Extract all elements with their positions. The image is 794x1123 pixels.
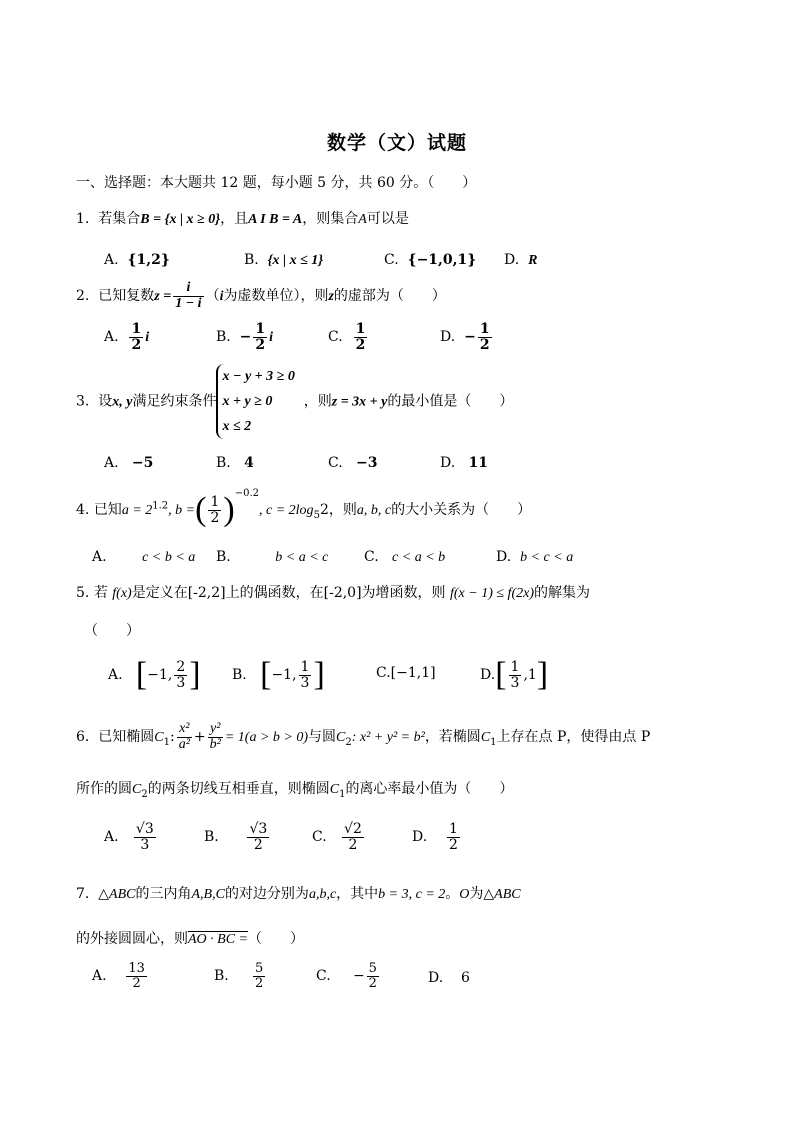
q5-interval: [-2,0]: [323, 585, 362, 601]
option-letter: C.: [328, 329, 343, 346]
q5-option-b[interactable]: [232, 656, 325, 694]
q7-option-b[interactable]: [214, 962, 267, 990]
q5-answer-paren: （ ）: [84, 623, 140, 639]
q7-sides: a,b,c: [308, 887, 337, 902]
q3-text: ，则: [303, 393, 332, 410]
q4-option-c[interactable]: [364, 549, 445, 566]
q6-text: 的离心率最小值为（ ）: [345, 781, 514, 797]
q5-text: 上的偶函数，在: [225, 585, 324, 601]
option-letter: B.: [216, 455, 231, 471]
option-letter: C.: [376, 665, 391, 681]
fraction-numerator: 1: [479, 321, 490, 337]
q3-option-a[interactable]: [104, 455, 153, 471]
fraction-denominator: 1 − i: [175, 295, 202, 311]
q7-option-c[interactable]: [316, 962, 381, 990]
fraction-denominator: 2: [253, 836, 263, 853]
fraction-denominator: 3: [140, 836, 150, 853]
q7-text: ，其中: [336, 886, 379, 902]
fraction-denominator: 2: [132, 975, 141, 991]
option-letter: D.: [428, 970, 444, 986]
fraction-denominator: 2: [255, 336, 266, 353]
option-fraction: [447, 822, 460, 852]
q7-text: 的外接圆圆心，则: [76, 931, 188, 947]
right-bracket: ]: [313, 656, 325, 693]
q4-log-base: 5: [313, 509, 320, 521]
q6-text: 上存在点 P，使得由点 P: [496, 729, 651, 746]
q6-c2: C: [132, 782, 142, 797]
option-fraction: [367, 962, 379, 990]
fraction-denominator: 2: [131, 336, 142, 353]
q4-b: , b =: [168, 503, 196, 518]
option-fraction: [509, 660, 522, 690]
option-letter: D.: [504, 252, 520, 268]
option-letter: D.: [496, 549, 512, 565]
q3-option-d[interactable]: [440, 455, 488, 471]
question-6-line-2: [76, 778, 513, 800]
fraction-numerator: y²: [208, 722, 223, 738]
option-letter: B.: [204, 829, 219, 846]
q6-c2-sub: 2: [345, 736, 352, 748]
q5-text: 若: [93, 585, 108, 601]
constraint-3: x ≤ 2: [222, 419, 252, 434]
q1-text: 可以是: [366, 211, 409, 227]
question-7: [76, 883, 521, 903]
option-text: c < a < b: [392, 550, 446, 565]
fraction-numerator: 1: [131, 321, 142, 337]
question-2: [76, 281, 446, 311]
q7-text: 。: [445, 886, 460, 902]
option-sign: −: [464, 329, 476, 346]
q4-number: 4.: [76, 502, 90, 518]
q1-set-b: B = {x | x ≥ 0}: [140, 212, 221, 227]
option-letter: D.: [440, 329, 456, 346]
q1-condition: A I B = A: [248, 212, 303, 227]
option-text: [−1,1]: [390, 665, 436, 681]
option-letter: B.: [214, 968, 229, 985]
q4-option-b[interactable]: [216, 549, 328, 566]
q3-text: 满足约束条件: [132, 393, 217, 410]
q2-option-a[interactable]: [104, 322, 149, 352]
constraint-system: [216, 364, 294, 439]
option-tail: i: [145, 330, 150, 346]
fraction-numerator: 1: [210, 493, 220, 510]
option-sign: −: [352, 968, 365, 985]
option-fraction: [174, 660, 187, 690]
option-letter: B.: [244, 252, 259, 268]
left-bracket: [: [135, 656, 148, 693]
q7-triangle: △ABC: [483, 887, 521, 902]
left-bracket: [: [495, 656, 507, 693]
option-fraction: [342, 822, 364, 852]
fraction-numerator: x²: [177, 722, 192, 738]
fraction-numerator: 1: [255, 321, 266, 337]
fraction-numerator: √2: [344, 821, 362, 837]
q5-text: 是定义在: [131, 585, 188, 601]
q1-text: 若集合: [98, 211, 141, 227]
q3-number: 3.: [76, 393, 90, 410]
q7-option-d[interactable]: [428, 970, 470, 986]
option-letter: C.: [312, 829, 327, 846]
q2-number: 2.: [76, 288, 90, 305]
fraction-denominator: 2: [479, 336, 490, 353]
fraction-numerator: 1: [449, 821, 458, 837]
section-header: 一、选择题：本大题共 12 题，每小题 5 分，共 60 分。（ ）: [76, 175, 477, 191]
option-text: {1,2}: [127, 252, 170, 268]
q7-o: O: [459, 887, 470, 902]
fraction-numerator: 1: [510, 658, 520, 675]
q4-a: a = 2: [121, 503, 153, 518]
q7-angles: A,B,C: [191, 887, 225, 902]
q1-option-d[interactable]: [504, 252, 537, 269]
option-letter: B.: [216, 549, 231, 565]
option-fraction: [253, 962, 265, 990]
option-fraction: [129, 322, 143, 352]
option-letter: C.: [384, 252, 399, 268]
q6-c1: C: [480, 730, 491, 746]
option-text: c < b < a: [142, 550, 196, 565]
fraction-numerator: √3: [249, 821, 268, 837]
option-text: 4: [244, 455, 254, 471]
question-3: [76, 364, 513, 439]
left-paren: (: [195, 491, 207, 528]
question-5: [76, 582, 590, 602]
option-fraction: [478, 322, 492, 352]
right-bracket: ]: [189, 656, 201, 693]
q4-b-fraction: [208, 495, 221, 525]
q5-option-d[interactable]: [480, 656, 548, 694]
q5-domain: [-2,2]: [187, 585, 226, 601]
option-letter: C.: [316, 968, 331, 985]
option-text: b < c < a: [520, 550, 574, 565]
q7-values: b = 3, c = 2: [378, 887, 446, 902]
q3-option-b[interactable]: [216, 455, 254, 471]
q6-c2-sub: 2: [141, 788, 148, 800]
q1-text: ，且: [220, 211, 249, 227]
right-paren: ): [223, 491, 235, 528]
fraction-denominator: a²: [178, 736, 190, 752]
option-text: 11: [468, 455, 489, 471]
q7-text: 的对边分别为: [224, 886, 309, 902]
q5-number: 5.: [76, 585, 90, 601]
q4-c-tail: 2: [319, 502, 329, 518]
q6-c1: C: [329, 782, 340, 797]
fraction-numerator: i: [173, 281, 203, 297]
q3-text: 的最小值是（ ）: [387, 393, 514, 410]
q2-z: z: [328, 289, 334, 305]
option-letter: A.: [92, 549, 107, 565]
option-text: R: [528, 253, 538, 268]
fraction-numerator: 1: [300, 658, 310, 675]
fraction-numerator: √3: [135, 821, 154, 837]
q6-c1-sub: 1: [163, 736, 170, 748]
option-letter: C.: [364, 549, 379, 565]
constraint-1: x − y + 3 ≥ 0: [222, 369, 295, 384]
option-letter: B.: [232, 667, 247, 683]
q6-c2: C: [336, 730, 346, 746]
q6-eq: = 1(a > b > 0): [224, 730, 309, 746]
option-letter: D.: [480, 667, 496, 683]
q6-option-b[interactable]: [204, 822, 271, 852]
q1-number: 1.: [76, 211, 90, 227]
q4-text: ，则: [328, 502, 357, 518]
option-text: {−1,0,1}: [407, 252, 477, 268]
q2-fraction: [173, 281, 203, 311]
q3-text: 设: [98, 393, 113, 410]
option-letter: A.: [104, 455, 119, 471]
q6-text: 已知椭圆: [98, 729, 155, 746]
fraction-denominator: 2: [368, 975, 377, 991]
q4-text: 的大小关系为（ ）: [391, 502, 532, 518]
question-7-line-2: [76, 928, 304, 948]
left-bracket: [: [260, 656, 272, 693]
q4-c: , c = 2log: [259, 503, 314, 518]
option-text: 6: [461, 970, 470, 986]
fraction-denominator: 2: [255, 975, 264, 991]
option-fraction: [134, 822, 156, 852]
fraction-numerator: 1: [355, 321, 366, 337]
q4-option-a[interactable]: [92, 549, 195, 566]
q6-text: 的两条切线互相垂直，则椭圆: [147, 781, 330, 797]
option-left: −1,: [271, 667, 297, 683]
q2-text: 已知复数: [98, 288, 155, 305]
q3-option-c[interactable]: [328, 455, 378, 471]
question-4: [76, 488, 531, 529]
q4-option-d[interactable]: [496, 549, 573, 566]
q5-option-c[interactable]: [376, 665, 436, 681]
fraction-numerator: 13: [128, 961, 145, 976]
option-fraction: [126, 962, 147, 990]
option-letter: A.: [104, 329, 119, 346]
option-letter: B.: [216, 329, 231, 346]
fraction-denominator: 2: [449, 836, 458, 853]
q3-vars: x, y: [112, 394, 133, 410]
q7-triangle: △ABC: [98, 887, 136, 902]
q6-plus: +: [193, 729, 206, 746]
option-fraction: [253, 322, 267, 352]
option-letter: C.: [328, 455, 343, 471]
q1-option-a[interactable]: [104, 252, 170, 268]
q6-x-fraction: [177, 722, 192, 752]
q7-option-a[interactable]: [92, 962, 149, 990]
option-right: ,1: [523, 667, 537, 683]
q1-text: ，则集合: [302, 211, 359, 227]
fraction-denominator: 2: [210, 509, 220, 526]
fraction-numerator: 5: [368, 961, 377, 976]
q4-b-exponent: −0.2: [234, 488, 259, 499]
q6-text: 所作的圆: [76, 781, 132, 797]
page-title: 数学（文）试题: [326, 132, 467, 154]
option-tail: i: [269, 330, 274, 346]
option-sign: −: [239, 329, 252, 346]
q2-z: z =: [154, 289, 172, 305]
q2-text: 为虚数单位），则: [223, 288, 329, 305]
option-text: b < a < c: [275, 550, 329, 565]
q6-number: 6.: [76, 729, 90, 746]
option-text: −3: [356, 455, 378, 471]
q7-text: （ ）: [248, 931, 304, 947]
q2-text: 的虚部为（ ）: [333, 288, 446, 305]
q3-objective: z = 3x + y: [331, 394, 388, 410]
option-letter: D.: [412, 829, 428, 846]
q6-text: ，若椭圆: [424, 729, 481, 746]
q2-option-b[interactable]: [216, 322, 273, 352]
option-fraction: [299, 660, 312, 690]
q6-text: 与圆: [308, 729, 337, 746]
option-letter: D.: [440, 455, 456, 471]
q5-option-a[interactable]: [108, 656, 201, 694]
q6-c1-sub: 1: [490, 736, 497, 748]
q4-text: 已知: [93, 502, 122, 518]
option-text: −5: [131, 455, 154, 471]
option-letter: A.: [108, 667, 123, 683]
option-left: −1,: [147, 667, 173, 683]
q6-option-a[interactable]: [104, 822, 158, 852]
q6-option-d[interactable]: [412, 822, 462, 852]
fraction-denominator: 3: [176, 674, 186, 691]
option-letter: A.: [92, 968, 107, 985]
q2-i: i: [219, 289, 224, 305]
q1-option-b[interactable]: [244, 252, 323, 269]
constraint-2: x + y ≥ 0: [222, 394, 273, 409]
q6-c1-sub: 1: [339, 788, 346, 800]
q5-fx: f(x): [112, 586, 132, 601]
fraction-numerator: 2: [176, 658, 186, 675]
fraction-denominator: 2: [355, 336, 366, 353]
q4-a-exponent: 1.2: [152, 500, 169, 512]
q6-c1: C: [154, 730, 164, 746]
fraction-numerator: 5: [255, 961, 264, 976]
fraction-denominator: 3: [510, 674, 520, 691]
q2-text: （: [205, 288, 220, 305]
fraction-denominator: b²: [209, 736, 221, 752]
option-letter: A.: [104, 252, 119, 268]
q5-inequality: f(x − 1) ≤ f(2x): [450, 586, 534, 601]
option-fraction: [247, 822, 269, 852]
q5-text: 的解集为: [534, 585, 590, 601]
right-bracket: ]: [536, 656, 549, 693]
q6-circle: : x² + y² = b²: [351, 730, 425, 746]
question-1: [76, 208, 409, 228]
q2-option-d[interactable]: [440, 322, 494, 352]
q7-text: 为: [469, 886, 484, 902]
option-letter: A.: [104, 829, 119, 846]
q7-vector-expr: AO · BC =: [188, 932, 248, 947]
q6-option-c[interactable]: [312, 822, 366, 852]
q7-number: 7.: [76, 886, 90, 902]
q1-option-c[interactable]: [384, 252, 476, 268]
q2-option-c[interactable]: [328, 322, 369, 352]
q7-text: 的三内角: [135, 886, 192, 902]
q1-var: A: [358, 212, 367, 227]
q6-y-fraction: [208, 722, 223, 752]
q6-colon: :: [169, 729, 175, 746]
fraction-denominator: 2: [348, 836, 358, 853]
fraction-denominator: 3: [300, 674, 310, 691]
option-fraction: [354, 322, 368, 352]
q5-text: 为增函数，则: [361, 585, 446, 601]
question-6: [76, 722, 650, 752]
option-text: {x | x ≤ 1}: [267, 253, 324, 268]
q4-abc: a, b, c: [356, 503, 392, 518]
